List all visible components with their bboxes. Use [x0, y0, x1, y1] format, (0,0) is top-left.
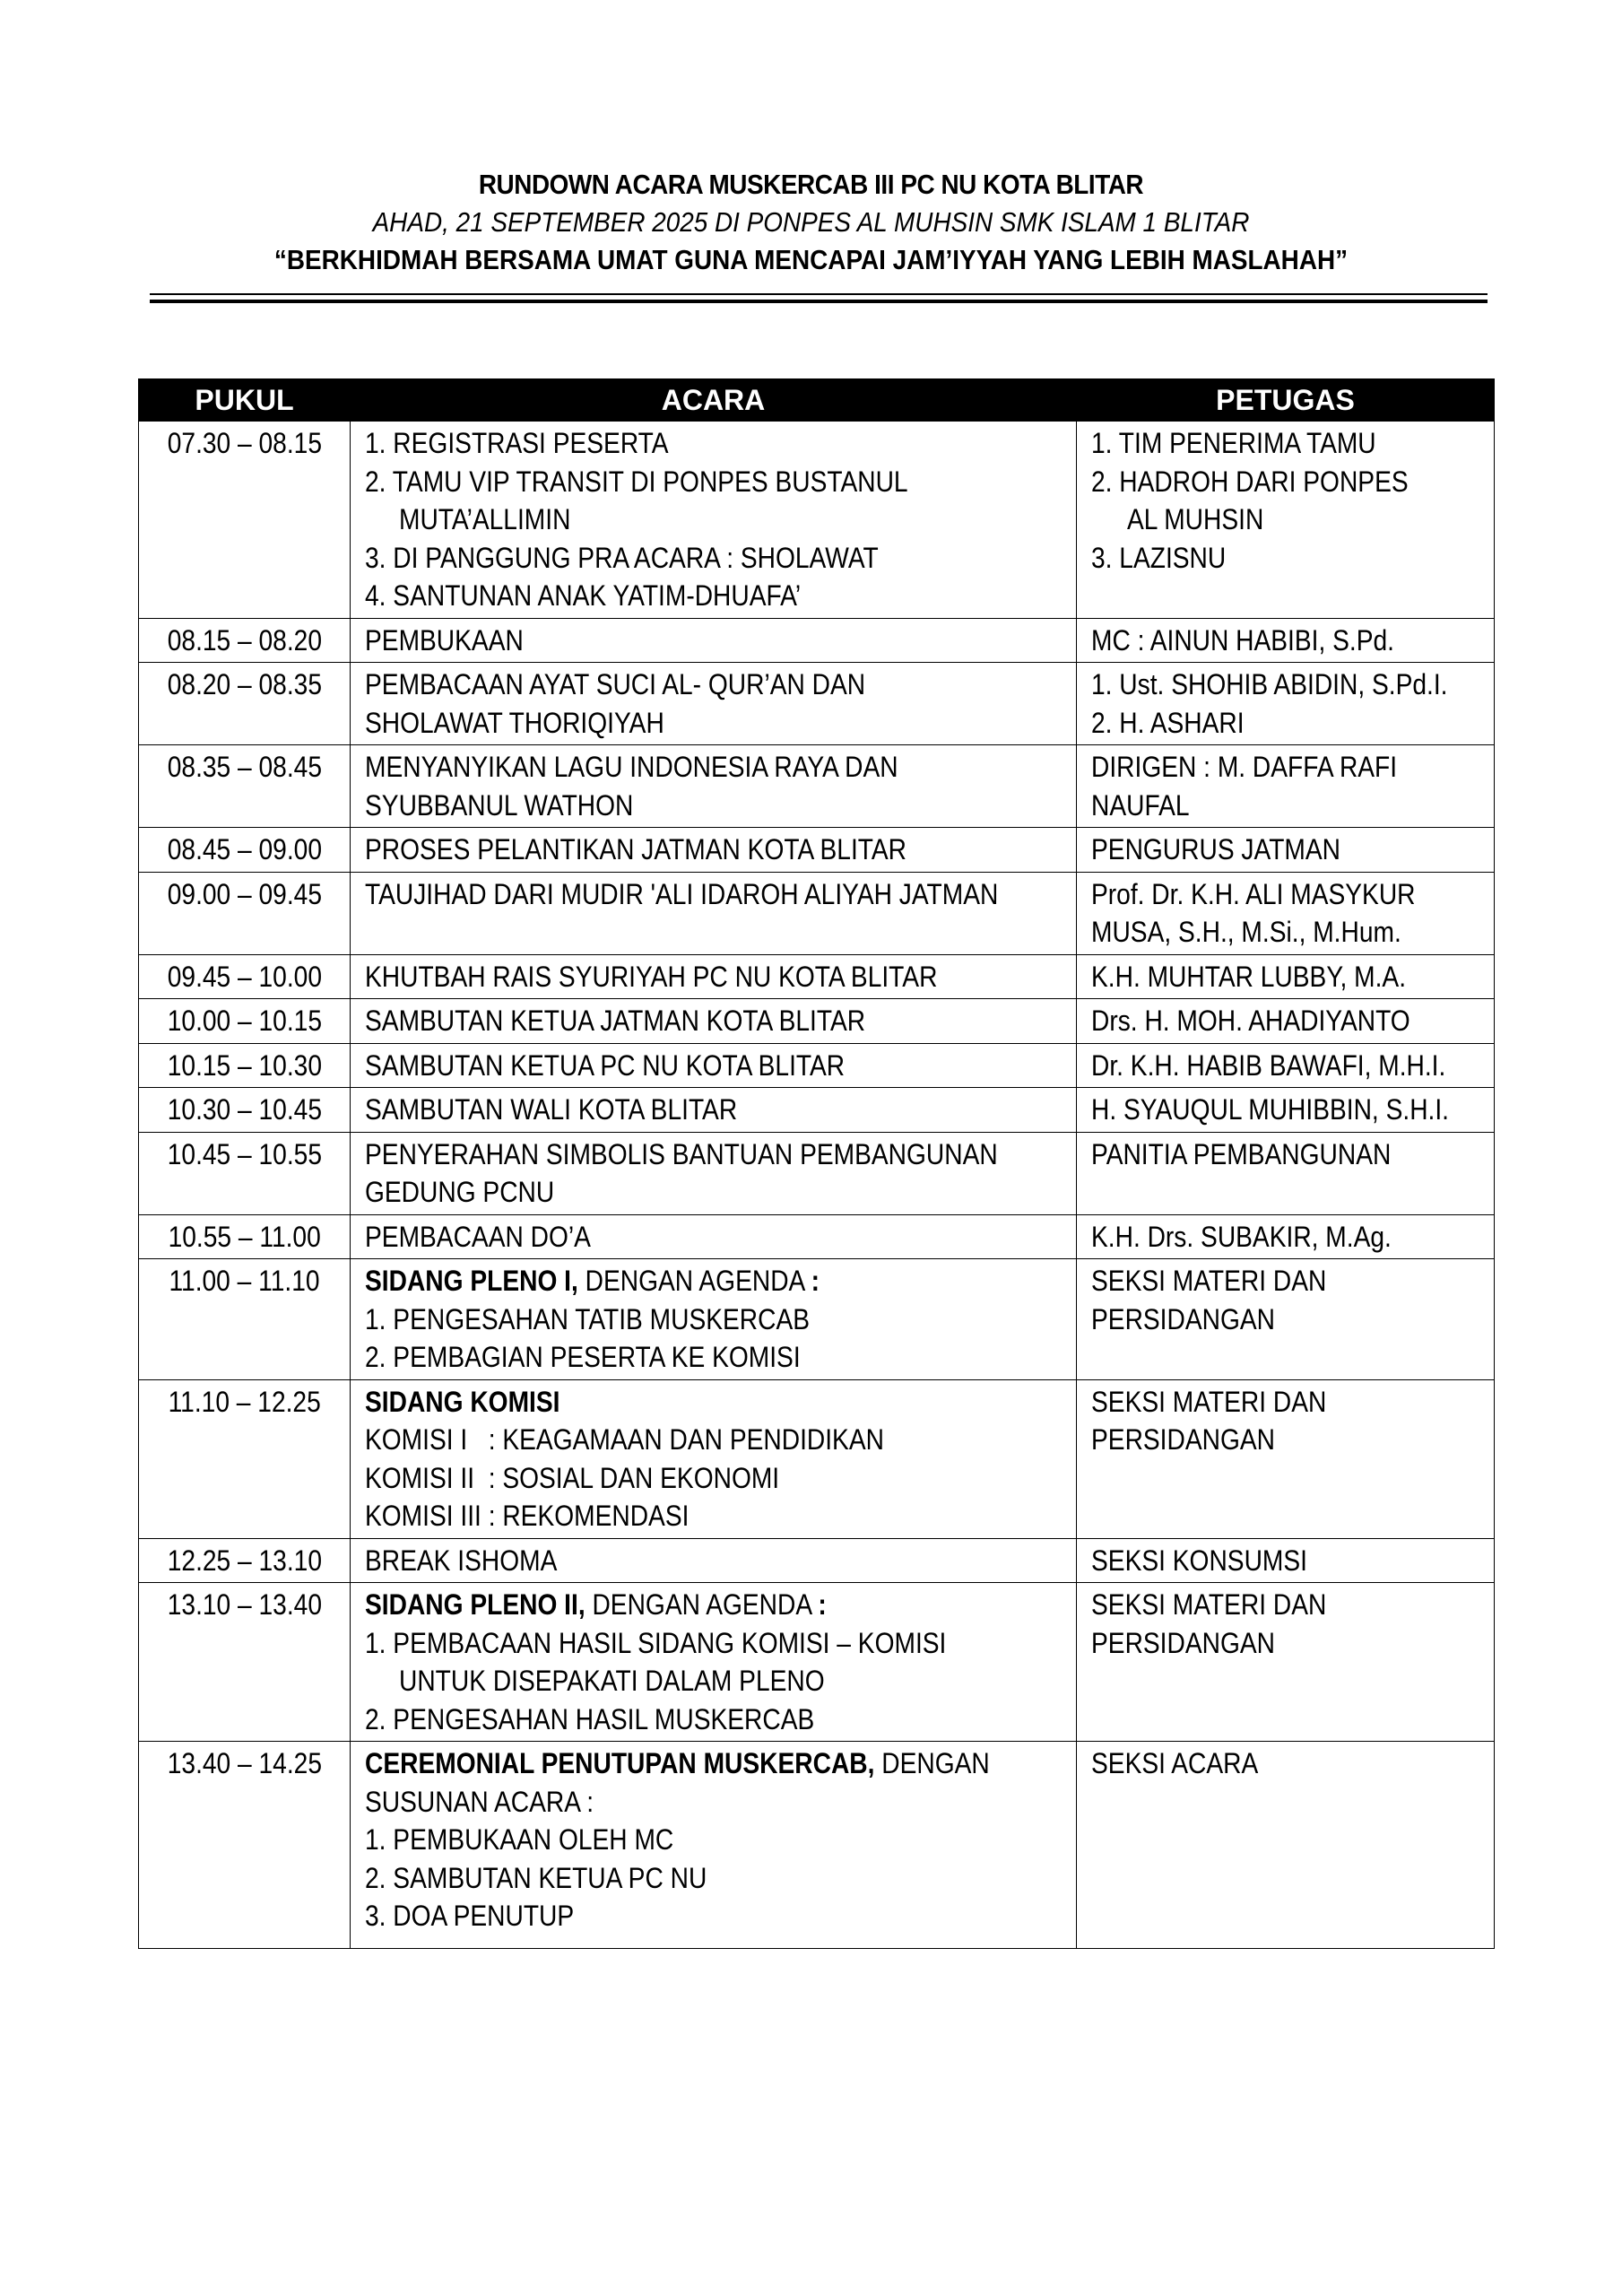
acara-text: 2. PENGESAHAN HASIL MUSKERCAB	[365, 1702, 815, 1735]
acara-text: PEMBACAAN AYAT SUCI AL- QUR’AN DAN	[365, 668, 866, 700]
acara-line	[365, 577, 1067, 615]
acara-bold-text: SIDANG PLENO II,	[365, 1588, 585, 1621]
petugas-cell	[1077, 1379, 1495, 1538]
time-cell	[139, 618, 351, 663]
acara-line	[365, 1497, 1067, 1535]
petugas-line	[1091, 463, 1485, 501]
acara-text: MENYANYIKAN LAGU INDONESIA RAYA DAN	[365, 751, 898, 783]
time-text: 07.30 – 08.15	[167, 427, 322, 459]
acara-text: DENGAN AGENDA	[577, 1265, 811, 1297]
time-text: 10.15 – 10.30	[167, 1048, 322, 1082]
petugas-text: MUSA, S.H., M.Si., M.Hum.	[1091, 916, 1401, 948]
time-cell	[139, 1538, 351, 1583]
table-row	[139, 1583, 1495, 1742]
acara-cell	[351, 1538, 1077, 1583]
acara-line	[365, 424, 1067, 463]
acara-line	[365, 1783, 1067, 1822]
table-row	[139, 618, 1495, 663]
acara-text: PEMBACAAN DO’A	[365, 1220, 591, 1253]
document-header	[0, 166, 1622, 279]
petugas-line	[1091, 1047, 1485, 1085]
acara-text: 1. PEMBUKAAN OLEH MC	[365, 1823, 674, 1856]
acara-line	[365, 622, 1067, 660]
acara-cell	[351, 1088, 1077, 1133]
acara-line	[365, 1586, 1067, 1624]
acara-line	[365, 787, 1067, 825]
document-title: RUNDOWN ACARA MUSKERCAB III PC NU KOTA BLITAR	[478, 169, 1144, 200]
petugas-cell	[1077, 1259, 1495, 1380]
time-text: 09.00 – 09.45	[167, 877, 322, 910]
column-header-pukul: PUKUL	[139, 379, 351, 422]
petugas-cell	[1077, 663, 1495, 745]
petugas-cell	[1077, 422, 1495, 619]
table-row	[139, 1742, 1495, 1949]
acara-text: SAMBUTAN KETUA PC NU KOTA BLITAR	[365, 1048, 846, 1082]
acara-cell	[351, 954, 1077, 999]
petugas-text: H. SYAUQUL MUHIBBIN, S.H.I.	[1091, 1093, 1449, 1126]
acara-bold-text: :	[818, 1588, 827, 1621]
acara-cell	[351, 1214, 1077, 1259]
petugas-cell	[1077, 872, 1495, 954]
acara-line	[365, 500, 1067, 539]
time-cell	[139, 1132, 351, 1214]
petugas-text: NAUFAL	[1091, 788, 1190, 822]
petugas-text: 3. LAZISNU	[1091, 541, 1227, 574]
acara-line	[365, 1091, 1067, 1129]
petugas-text: SEKSI MATERI DAN	[1091, 1265, 1327, 1297]
time-text: 08.35 – 08.45	[167, 751, 322, 783]
petugas-line	[1091, 1586, 1485, 1624]
acara-text: PENYERAHAN SIMBOLIS BANTUAN PEMBANGUNAN	[365, 1137, 998, 1170]
acara-text: TAUJIHAD DARI MUDIR 'ALI IDAROH ALIYAH JATMAN	[365, 877, 999, 910]
acara-cell	[351, 1132, 1077, 1214]
table-row	[139, 422, 1495, 619]
acara-text: DENGAN AGENDA	[585, 1588, 819, 1621]
time-text: 12.25 – 13.10	[167, 1544, 322, 1577]
acara-line	[365, 958, 1067, 996]
time-text: 13.40 – 14.25	[167, 1747, 322, 1779]
acara-line	[365, 1047, 1067, 1085]
petugas-cell	[1077, 1214, 1495, 1259]
petugas-text: K.H. MUHTAR LUBBY, M.A.	[1091, 960, 1407, 993]
time-text: 13.10 – 13.40	[167, 1588, 322, 1621]
acara-text	[365, 1262, 820, 1300]
rundown-table	[138, 378, 1495, 1949]
time-text: 10.45 – 10.55	[167, 1137, 322, 1170]
acara-line	[365, 1135, 1067, 1174]
time-text: 10.00 – 10.15	[167, 1004, 322, 1037]
acara-text: SUSUNAN ACARA :	[365, 1785, 594, 1818]
acara-text: 2. SAMBUTAN KETUA PC NU	[365, 1861, 707, 1894]
document-theme: “BERKHIDMAH BERSAMA UMAT GUNA MENCAPAI JAM’IYYAH YANG LEBIH MASLAHAH”	[273, 244, 1349, 275]
petugas-text: 1. TIM PENERIMA TAMU	[1091, 427, 1376, 459]
petugas-line	[1091, 665, 1485, 704]
acara-text: PROSES PELANTIKAN JATMAN KOTA BLITAR	[365, 833, 907, 865]
acara-text: 3. DI PANGGUNG PRA ACARA : SHOLAWAT	[365, 541, 879, 574]
petugas-line	[1091, 1262, 1485, 1300]
time-cell	[139, 999, 351, 1044]
petugas-line	[1091, 831, 1485, 869]
time-cell	[139, 422, 351, 619]
petugas-line	[1091, 1002, 1485, 1040]
time-cell	[139, 1742, 351, 1949]
petugas-cell	[1077, 745, 1495, 828]
acara-line	[365, 539, 1067, 578]
table-row	[139, 745, 1495, 828]
petugas-line	[1091, 1383, 1485, 1422]
acara-cell	[351, 1742, 1077, 1949]
acara-cell	[351, 1259, 1077, 1380]
acara-text: KOMISI I : KEAGAMAAN DAN PENDIDIKAN	[365, 1423, 884, 1456]
table-row	[139, 954, 1495, 999]
petugas-cell	[1077, 999, 1495, 1044]
acara-cell	[351, 745, 1077, 828]
time-text: 10.55 – 11.00	[168, 1220, 321, 1253]
petugas-line	[1091, 787, 1485, 825]
acara-cell	[351, 999, 1077, 1044]
petugas-cell	[1077, 1583, 1495, 1742]
acara-bold-text: SIDANG KOMISI	[365, 1385, 560, 1418]
petugas-text: SEKSI MATERI DAN	[1091, 1385, 1327, 1418]
petugas-line	[1091, 1218, 1485, 1257]
acara-line	[365, 748, 1067, 787]
acara-cell	[351, 1583, 1077, 1742]
time-cell	[139, 828, 351, 873]
document-subtitle: AHAD, 21 SEPTEMBER 2025 DI PONPES AL MUHSIN SMK ISLAM 1 BLITAR	[372, 206, 1250, 238]
acara-line	[365, 1338, 1067, 1377]
acara-text: KOMISI II : SOSIAL DAN EKONOMI	[365, 1461, 780, 1494]
petugas-line	[1091, 1091, 1485, 1129]
acara-line	[365, 1744, 1067, 1783]
time-cell	[139, 872, 351, 954]
acara-text: 1. PEMBACAAN HASIL SIDANG KOMISI – KOMISI	[365, 1626, 947, 1659]
petugas-text: PERSIDANGAN	[1091, 1302, 1275, 1335]
time-cell	[139, 954, 351, 999]
table-row	[139, 1132, 1495, 1214]
petugas-line	[1091, 500, 1485, 539]
header-divider-thick	[150, 300, 1488, 303]
acara-text: SAMBUTAN WALI KOTA BLITAR	[365, 1093, 738, 1126]
time-cell	[139, 745, 351, 828]
time-text: 10.30 – 10.45	[167, 1093, 322, 1126]
petugas-text: PERSIDANGAN	[1091, 1626, 1275, 1659]
header-divider-thin	[150, 293, 1488, 295]
time-text: 09.45 – 10.00	[167, 960, 322, 993]
time-text: 08.45 – 09.00	[167, 833, 322, 865]
acara-cell	[351, 663, 1077, 745]
time-cell	[139, 663, 351, 745]
table-row	[139, 999, 1495, 1044]
petugas-cell	[1077, 1132, 1495, 1214]
acara-line	[365, 831, 1067, 869]
petugas-text: MC : AINUN HABIBI, S.Pd.	[1091, 623, 1395, 657]
time-cell	[139, 1379, 351, 1538]
time-cell	[139, 1088, 351, 1133]
time-text: 11.10 – 12.25	[168, 1385, 321, 1418]
acara-line	[365, 1262, 1067, 1300]
acara-line	[365, 1002, 1067, 1040]
acara-line	[365, 1218, 1067, 1257]
acara-line	[365, 1300, 1067, 1339]
petugas-text: Prof. Dr. K.H. ALI MASYKUR	[1091, 877, 1416, 910]
table-row	[139, 1538, 1495, 1583]
acara-text: SYUBBANUL WATHON	[365, 788, 634, 822]
acara-text: SHOLAWAT THORIQIYAH	[365, 706, 664, 739]
table-row	[139, 1259, 1495, 1380]
acara-bold-text: CEREMONIAL PENUTUPAN MUSKERCAB,	[365, 1747, 875, 1779]
table-header-row	[139, 379, 1495, 422]
column-header-acara: ACARA	[351, 379, 1077, 422]
acara-line	[365, 1624, 1067, 1663]
table-row	[139, 663, 1495, 745]
petugas-line	[1091, 622, 1485, 660]
acara-line	[365, 1859, 1067, 1898]
petugas-line	[1091, 1624, 1485, 1663]
acara-text: DENGAN	[874, 1747, 990, 1779]
acara-text: GEDUNG PCNU	[365, 1176, 555, 1208]
acara-cell	[351, 1379, 1077, 1538]
petugas-text: SEKSI KONSUMSI	[1091, 1544, 1307, 1577]
acara-line	[365, 1459, 1067, 1498]
table-row	[139, 828, 1495, 873]
time-cell	[139, 1043, 351, 1088]
acara-text: UNTUK DISEPAKATI DALAM PLENO	[399, 1665, 825, 1697]
acara-text	[365, 1586, 827, 1624]
column-header-petugas: PETUGAS	[1077, 379, 1495, 422]
table-row	[139, 1088, 1495, 1133]
table-row	[139, 1043, 1495, 1088]
acara-text: 3. DOA PENUTUP	[365, 1900, 575, 1932]
petugas-text: AL MUHSIN	[1127, 503, 1264, 535]
acara-line	[365, 665, 1067, 704]
petugas-text: Drs. H. MOH. AHADIYANTO	[1091, 1004, 1410, 1037]
acara-line	[365, 1662, 1067, 1700]
acara-text: BREAK ISHOMA	[365, 1544, 558, 1577]
petugas-cell	[1077, 1043, 1495, 1088]
time-text: 11.00 – 11.10	[169, 1265, 320, 1297]
petugas-line	[1091, 539, 1485, 578]
petugas-line	[1091, 1744, 1485, 1783]
acara-line	[365, 1897, 1067, 1935]
petugas-line	[1091, 748, 1485, 787]
petugas-text: PENGURUS JATMAN	[1091, 833, 1340, 865]
petugas-text: SEKSI ACARA	[1091, 1747, 1259, 1779]
acara-cell	[351, 618, 1077, 663]
acara-line	[365, 875, 1067, 914]
petugas-cell	[1077, 1742, 1495, 1949]
table-row	[139, 872, 1495, 954]
petugas-line	[1091, 1135, 1485, 1174]
petugas-text: DIRIGEN : M. DAFFA RAFI	[1091, 751, 1398, 783]
petugas-text: PANITIA PEMBANGUNAN	[1091, 1137, 1392, 1170]
petugas-line	[1091, 1300, 1485, 1339]
petugas-text: K.H. Drs. SUBAKIR, M.Ag.	[1091, 1220, 1392, 1253]
acara-cell	[351, 422, 1077, 619]
acara-line	[365, 1383, 1067, 1422]
acara-line	[365, 704, 1067, 743]
acara-text: KHUTBAH RAIS SYURIYAH PC NU KOTA BLITAR	[365, 960, 938, 993]
time-cell	[139, 1583, 351, 1742]
acara-text: PEMBUKAAN	[365, 623, 524, 657]
petugas-line	[1091, 1421, 1485, 1459]
table-row	[139, 1214, 1495, 1259]
petugas-line	[1091, 1542, 1485, 1580]
petugas-cell	[1077, 618, 1495, 663]
acara-cell	[351, 828, 1077, 873]
petugas-text: 2. H. ASHARI	[1091, 706, 1245, 739]
petugas-cell	[1077, 1088, 1495, 1133]
acara-text: 4. SANTUNAN ANAK YATIM-DHUAFA’	[365, 579, 802, 612]
acara-text: MUTA’ALLIMIN	[399, 503, 571, 535]
acara-text: 2. PEMBAGIAN PESERTA KE KOMISI	[365, 1341, 801, 1373]
petugas-text: Dr. K.H. HABIB BAWAFI, M.H.I.	[1091, 1048, 1446, 1082]
acara-line	[365, 1821, 1067, 1859]
acara-text: 1. PENGESAHAN TATIB MUSKERCAB	[365, 1302, 811, 1335]
acara-text	[365, 1383, 559, 1422]
acara-line	[365, 1173, 1067, 1212]
petugas-cell	[1077, 828, 1495, 873]
acara-text: 2. TAMU VIP TRANSIT DI PONPES BUSTANUL	[365, 465, 908, 498]
petugas-text: PERSIDANGAN	[1091, 1423, 1275, 1456]
acara-bold-text: SIDANG PLENO I,	[365, 1265, 578, 1297]
acara-text: SAMBUTAN KETUA JATMAN KOTA BLITAR	[365, 1004, 866, 1037]
acara-line	[365, 1421, 1067, 1459]
acara-cell	[351, 872, 1077, 954]
acara-line	[365, 463, 1067, 501]
petugas-cell	[1077, 954, 1495, 999]
petugas-text: 1. Ust. SHOHIB ABIDIN, S.Pd.I.	[1091, 668, 1448, 700]
time-cell	[139, 1214, 351, 1259]
acara-bold-text: :	[811, 1265, 820, 1297]
petugas-line	[1091, 958, 1485, 996]
petugas-text: 2. HADROH DARI PONPES	[1091, 465, 1409, 498]
acara-line	[365, 1542, 1067, 1580]
petugas-line	[1091, 704, 1485, 743]
acara-text: KOMISI III : REKOMENDASI	[365, 1500, 690, 1532]
acara-cell	[351, 1043, 1077, 1088]
petugas-line	[1091, 913, 1485, 952]
table-row	[139, 1379, 1495, 1538]
petugas-text: SEKSI MATERI DAN	[1091, 1588, 1327, 1621]
time-text: 08.15 – 08.20	[167, 623, 322, 657]
time-cell	[139, 1259, 351, 1380]
petugas-line	[1091, 424, 1485, 463]
petugas-cell	[1077, 1538, 1495, 1583]
acara-text	[365, 1744, 990, 1783]
petugas-line	[1091, 875, 1485, 914]
time-text: 08.20 – 08.35	[167, 668, 322, 700]
acara-line	[365, 1700, 1067, 1739]
acara-text: 1. REGISTRASI PESERTA	[365, 427, 669, 459]
